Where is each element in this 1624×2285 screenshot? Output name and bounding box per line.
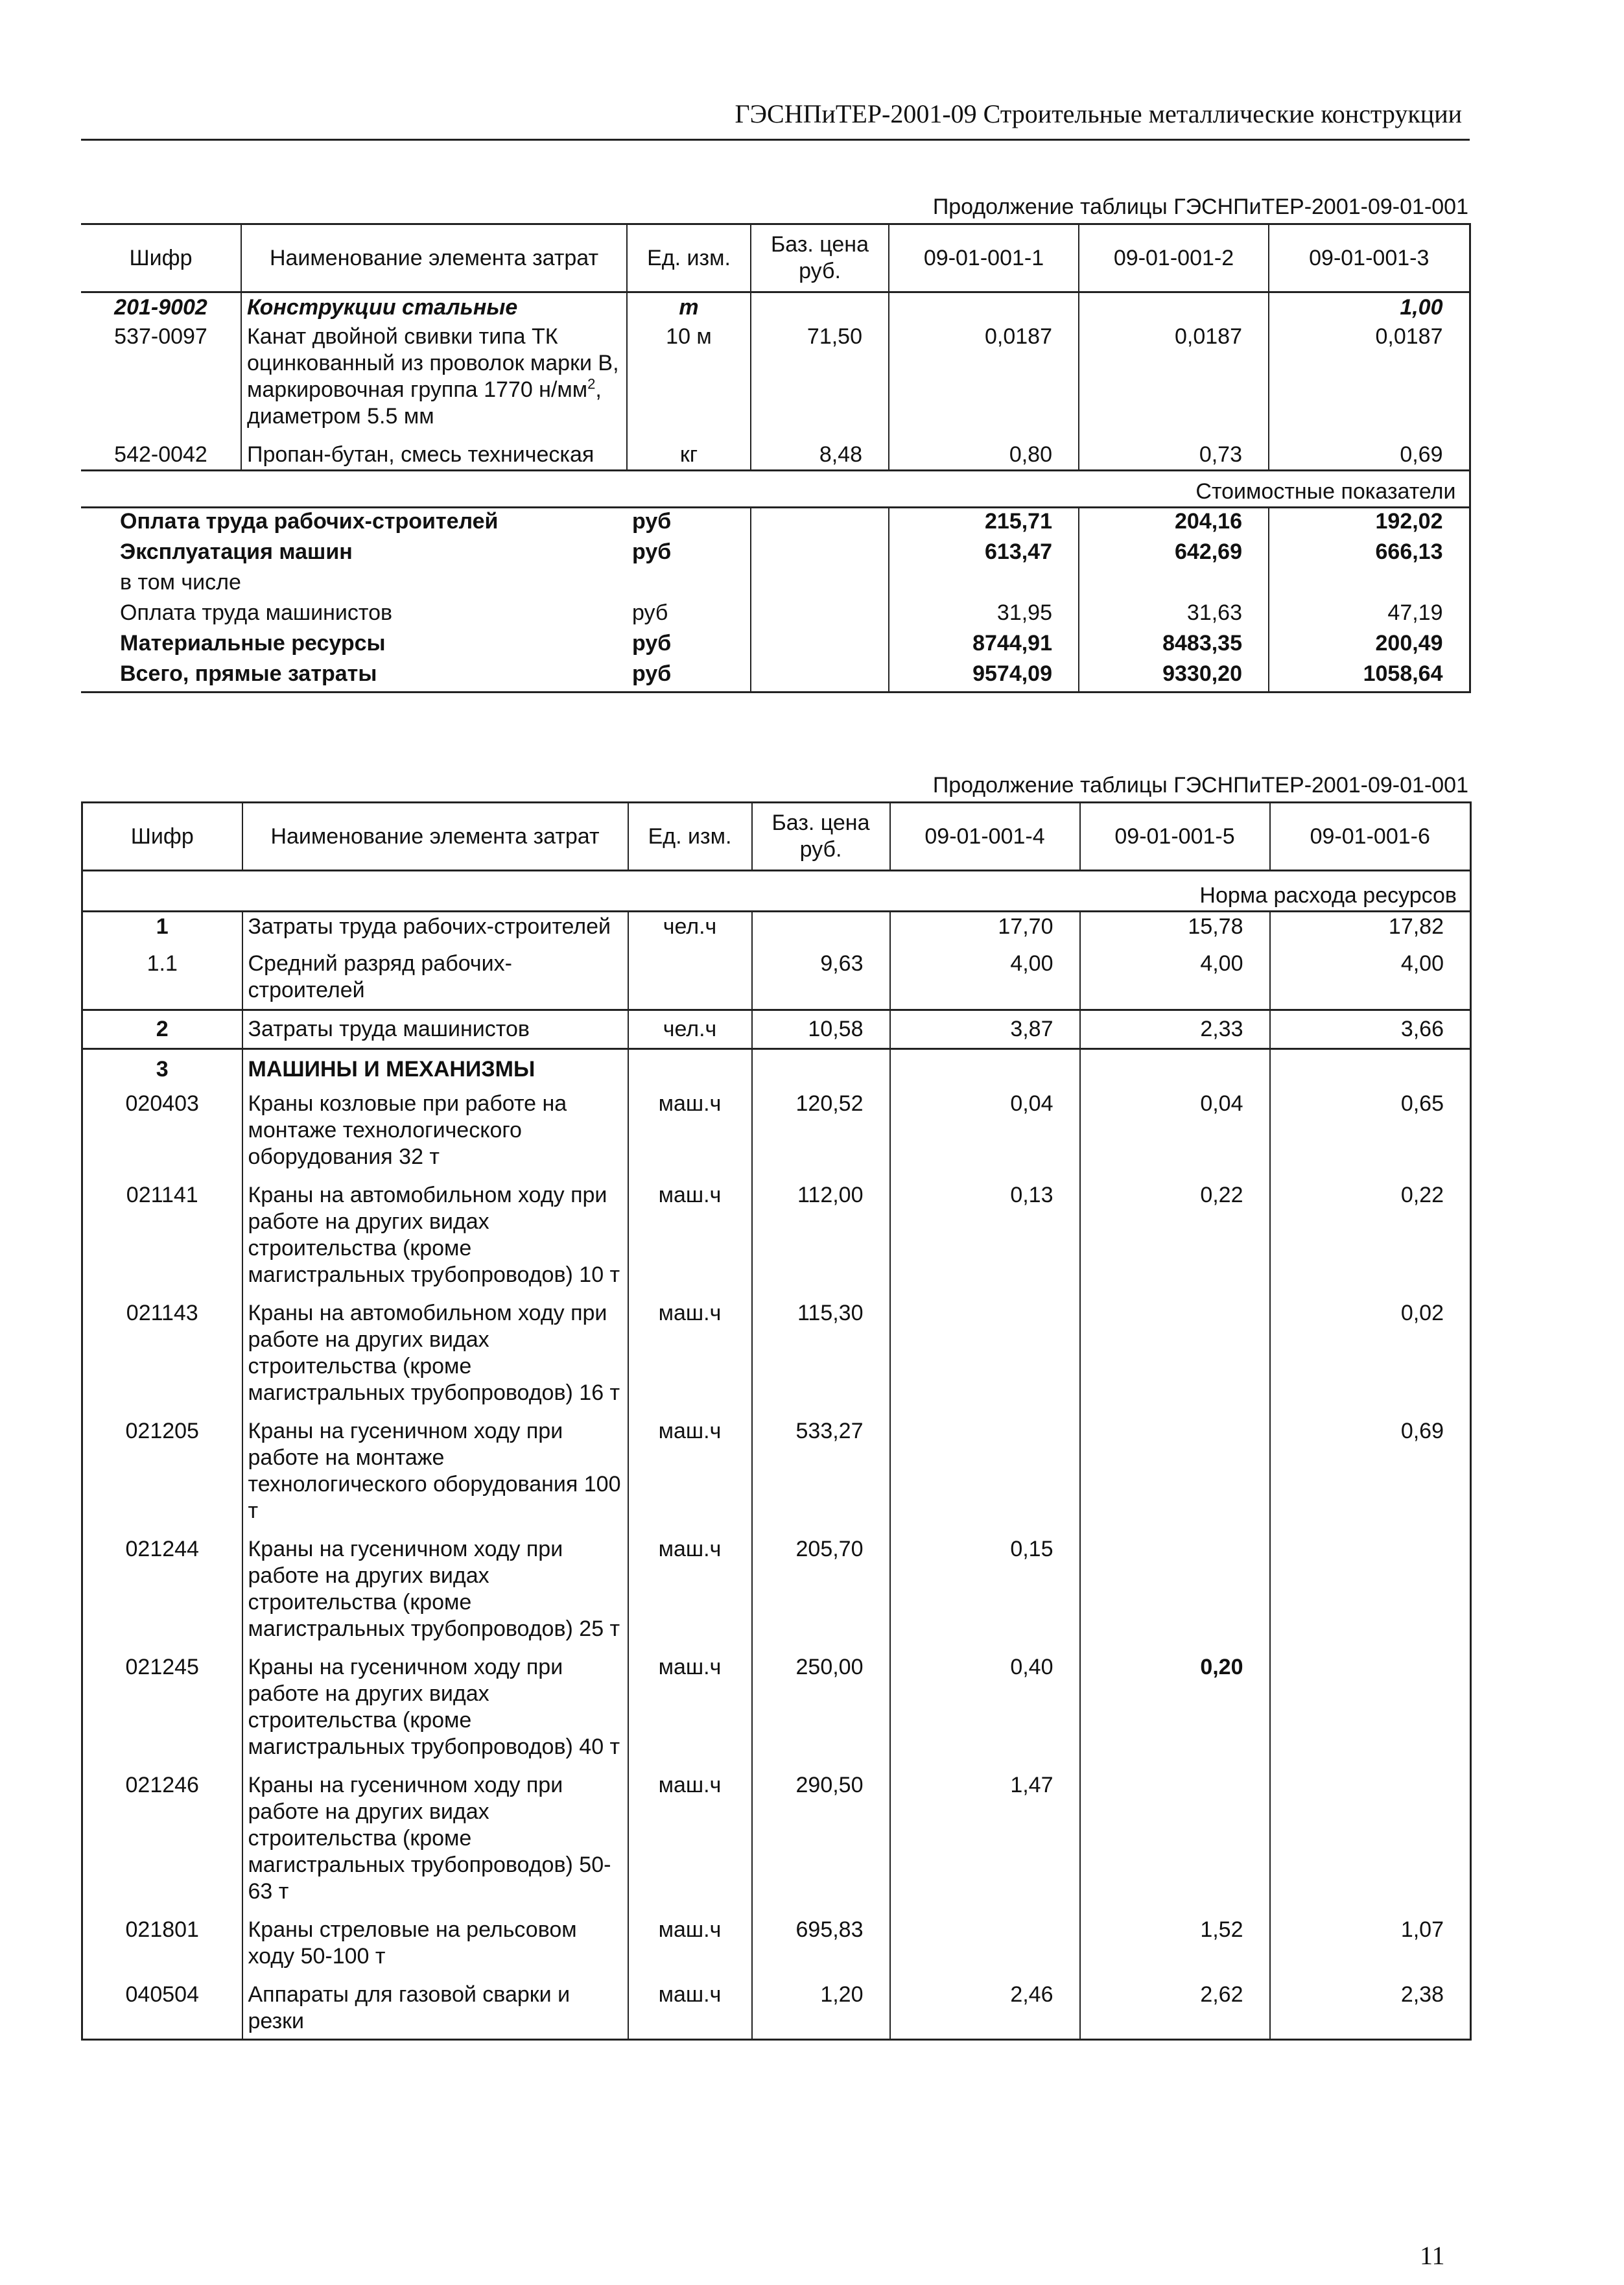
cost-price [751, 508, 889, 539]
cost-v3: 192,02 [1269, 508, 1470, 539]
row-v2: 0,20 [1080, 1644, 1270, 1762]
row-unit: маш.ч [628, 1762, 752, 1906]
table-row [82, 1408, 1471, 1526]
row-code: 021143 [82, 1290, 242, 1408]
row-v2: 4,00 [1080, 941, 1270, 1010]
cost-v3: 1058,64 [1269, 661, 1470, 693]
row-unit: маш.ч [628, 1084, 752, 1172]
header-col1: 09-01-001-4 [890, 803, 1080, 871]
cost-label: Материальные ресурсы [120, 631, 386, 656]
row-v2: 0,22 [1080, 1172, 1270, 1290]
page-number: 11 [1420, 2241, 1445, 2270]
row-price: 533,27 [752, 1408, 890, 1526]
row-name: Аппараты для газовой сварки и резки [242, 1971, 628, 2040]
row-price: 250,00 [752, 1644, 890, 1762]
row-code: 040504 [82, 1971, 242, 2040]
cost-v1: 613,47 [889, 539, 1079, 569]
norm-title: Норма расхода ресурсов [82, 871, 1471, 912]
row-v1: 17,70 [890, 912, 1080, 942]
row-name: Краны на гусеничном ходу при работе на монтаже технологического оборудования 100 т [242, 1408, 628, 1526]
row-code: 1 [82, 912, 242, 942]
table-row [82, 1084, 1471, 1172]
row-code: 021246 [82, 1762, 242, 1906]
row-code: 1.1 [82, 941, 242, 1010]
row-name: Краны козловые при работе на монтаже технологического оборудования 32 т [242, 1084, 628, 1172]
row-unit: маш.ч [628, 1971, 752, 2040]
row-code: 2 [82, 1010, 242, 1049]
row-unit: чел.ч [628, 912, 752, 942]
cost-unit: руб [627, 508, 751, 539]
cost-v2: 8483,35 [1079, 630, 1269, 661]
row-v1: 0,15 [890, 1526, 1080, 1644]
row-v2: 2,62 [1080, 1971, 1270, 2040]
cost-title-row [81, 471, 1470, 508]
cost-price [751, 630, 889, 661]
row-price: 1,20 [752, 1971, 890, 2040]
row-v1 [890, 1290, 1080, 1408]
row-v1 [889, 292, 1079, 323]
table-row [82, 1172, 1471, 1290]
cost-price [751, 661, 889, 693]
header-code: Шифр [81, 224, 241, 292]
row-price: 115,30 [752, 1290, 890, 1408]
row-name: Пропан-бутан, смесь техническая [241, 431, 627, 471]
header-col1: 09-01-001-1 [889, 224, 1079, 292]
row-code: 021205 [82, 1408, 242, 1526]
cost-v2: 31,63 [1079, 600, 1269, 630]
row-v3: 0,0187 [1269, 322, 1470, 431]
row-unit [628, 1049, 752, 1085]
table2-header-row [82, 803, 1471, 871]
row-v2: 15,78 [1080, 912, 1270, 942]
norm-title-row [82, 871, 1471, 912]
table1-caption: Продолжение таблицы ГЭСНПиТЕР-2001-09-01-001 [932, 195, 1468, 219]
row-v2 [1079, 292, 1269, 323]
row-price: 695,83 [752, 1906, 890, 1971]
row-v1: 1,47 [890, 1762, 1080, 1906]
cost-unit: руб [627, 539, 751, 569]
table1-header-row [81, 224, 1470, 292]
table2 [81, 801, 1472, 2041]
cost-v2: 9330,20 [1079, 661, 1269, 693]
row-price: 8,48 [751, 431, 889, 471]
row-v3: 0,69 [1269, 431, 1470, 471]
row-price: 10,58 [752, 1010, 890, 1049]
cost-row [81, 539, 1470, 569]
table1 [81, 223, 1471, 693]
row-v3 [1270, 1762, 1471, 1906]
header-col3: 09-01-001-6 [1270, 803, 1471, 871]
row-name: Затраты труда машинистов [242, 1010, 628, 1049]
row-code: 201-9002 [81, 292, 241, 323]
row-v3 [1270, 1526, 1471, 1644]
table-row [81, 431, 1470, 471]
row-v1 [890, 1906, 1080, 1971]
cost-v1: 9574,09 [889, 661, 1079, 693]
cost-row [81, 630, 1470, 661]
header-price: Баз. цена руб. [752, 803, 890, 871]
row-v1: 0,13 [890, 1172, 1080, 1290]
row-price: 112,00 [752, 1172, 890, 1290]
row-v2 [1080, 1526, 1270, 1644]
row-name-sup: 2 [587, 375, 596, 392]
row-price: 120,52 [752, 1084, 890, 1172]
row-v1: 2,46 [890, 1971, 1080, 2040]
cost-v3: 666,13 [1269, 539, 1470, 569]
row-name: Краны на гусеничном ходу при работе на других видах строительства (кроме магистральных трубопроводов) 25 т [242, 1526, 628, 1644]
header-col3: 09-01-001-3 [1269, 224, 1470, 292]
row-code: 021244 [82, 1526, 242, 1644]
header-unit: Ед. изм. [628, 803, 752, 871]
cost-v1 [889, 569, 1079, 600]
row-v3: 4,00 [1270, 941, 1471, 1010]
row-price [752, 1049, 890, 1085]
cost-v2: 642,69 [1079, 539, 1269, 569]
cost-row [81, 508, 1470, 539]
row-v3 [1270, 1049, 1471, 1085]
row-code: 542-0042 [81, 431, 241, 471]
row-unit: маш.ч [628, 1172, 752, 1290]
header-col2: 09-01-001-2 [1079, 224, 1269, 292]
cost-v3 [1269, 569, 1470, 600]
running-head [81, 96, 1470, 141]
table-row [82, 912, 1471, 942]
row-name: Краны на гусеничном ходу при работе на других видах строительства (кроме магистральных трубопроводов) 40 т [242, 1644, 628, 1762]
cost-unit: руб [627, 630, 751, 661]
row-v3: 1,00 [1269, 292, 1470, 323]
row-price [752, 912, 890, 942]
row-v1: 3,87 [890, 1010, 1080, 1049]
header-price: Баз. цена руб. [751, 224, 889, 292]
row-unit: чел.ч [628, 1010, 752, 1049]
row-price: 290,50 [752, 1762, 890, 1906]
cost-row [81, 661, 1470, 693]
row-v1: 0,04 [890, 1084, 1080, 1172]
row-unit: т [627, 292, 751, 323]
row-name: Краны на гусеничном ходу при работе на других видах строительства (кроме магистральных трубопроводов) 50-63 т [242, 1762, 628, 1906]
table-row [81, 292, 1470, 323]
row-v2 [1080, 1408, 1270, 1526]
running-head-text: ГЭСНПиТЕР-2001-09 Строительные металлические конструкции [735, 99, 1462, 128]
cost-row [81, 600, 1470, 630]
row-name: Затраты труда рабочих-строителей [242, 912, 628, 942]
cost-price [751, 600, 889, 630]
row-unit [628, 941, 752, 1010]
cost-label: Эксплуатация машин [120, 539, 353, 564]
row-name-text: Канат двойной свивки типа ТК оцинкованный из проволок марки В, маркировочная группа 1770 н/мм [247, 324, 619, 402]
cost-v2: 204,16 [1079, 508, 1269, 539]
row-code: 537-0097 [81, 322, 241, 431]
row-code: 021141 [82, 1172, 242, 1290]
row-v3: 0,65 [1270, 1084, 1471, 1172]
table-row [82, 1762, 1471, 1906]
row-name: Средний разряд рабочих-строителей [242, 941, 628, 1010]
cost-v1: 31,95 [889, 600, 1079, 630]
row-price: 205,70 [752, 1526, 890, 1644]
row-v2: 0,04 [1080, 1084, 1270, 1172]
row-name [241, 322, 627, 431]
row-name: МАШИНЫ И МЕХАНИЗМЫ [242, 1049, 628, 1085]
row-v2: 1,52 [1080, 1906, 1270, 1971]
row-code: 3 [82, 1049, 242, 1085]
cost-v1: 8744,91 [889, 630, 1079, 661]
row-v3: 2,38 [1270, 1971, 1471, 2040]
cost-unit [627, 569, 751, 600]
cost-label: в том числе [120, 570, 241, 595]
row-v1: 4,00 [890, 941, 1080, 1010]
row-price: 9,63 [752, 941, 890, 1010]
cost-price [751, 539, 889, 569]
row-v2 [1080, 1049, 1270, 1085]
row-code: 020403 [82, 1084, 242, 1172]
cost-label: Всего, прямые затраты [120, 661, 377, 686]
row-v3: 17,82 [1270, 912, 1471, 942]
row-v2 [1080, 1762, 1270, 1906]
table-row [82, 1290, 1471, 1408]
row-unit: 10 м [627, 322, 751, 431]
row-price [751, 292, 889, 323]
row-v2: 0,73 [1079, 431, 1269, 471]
cost-label: Оплата труда машинистов [120, 600, 393, 625]
header-name: Наименование элемента затрат [241, 224, 627, 292]
table2-caption: Продолжение таблицы ГЭСНПиТЕР-2001-09-01-001 [932, 773, 1468, 798]
row-v1: 0,0187 [889, 322, 1079, 431]
row-name: Краны на автомобильном ходу при работе на других видах строительства (кроме магистральных трубопроводов) 10 т [242, 1172, 628, 1290]
cost-v3: 47,19 [1269, 600, 1470, 630]
table-row [82, 1010, 1471, 1049]
table-row [82, 1049, 1471, 1085]
header-unit: Ед. изм. [627, 224, 751, 292]
header-col2: 09-01-001-5 [1080, 803, 1270, 871]
row-unit: кг [627, 431, 751, 471]
row-v1 [890, 1408, 1080, 1526]
row-v1 [890, 1049, 1080, 1085]
cost-v1: 215,71 [889, 508, 1079, 539]
row-v3: 0,69 [1270, 1408, 1471, 1526]
cost-label: Оплата труда рабочих-строителей [120, 509, 499, 534]
row-price: 71,50 [751, 322, 889, 431]
table-row [82, 1906, 1471, 1971]
table-row [81, 322, 1470, 431]
cost-row [81, 569, 1470, 600]
table-row [82, 1526, 1471, 1644]
row-v3: 1,07 [1270, 1906, 1471, 1971]
row-v2 [1080, 1290, 1270, 1408]
cost-v3: 200,49 [1269, 630, 1470, 661]
row-unit: маш.ч [628, 1408, 752, 1526]
row-code: 021801 [82, 1906, 242, 1971]
header-name: Наименование элемента затрат [242, 803, 628, 871]
row-v2: 2,33 [1080, 1010, 1270, 1049]
row-v3: 0,22 [1270, 1172, 1471, 1290]
cost-price [751, 569, 889, 600]
cost-title: Стоимостные показатели [81, 471, 1470, 508]
table-row [82, 941, 1471, 1010]
cost-unit: руб [627, 600, 751, 630]
cost-unit: руб [627, 661, 751, 693]
row-v3: 3,66 [1270, 1010, 1471, 1049]
row-unit: маш.ч [628, 1290, 752, 1408]
row-name: Краны стреловые на рельсовом ходу 50-100 т [242, 1906, 628, 1971]
row-unit: маш.ч [628, 1644, 752, 1762]
table-row [82, 1971, 1471, 2040]
row-v2: 0,0187 [1079, 322, 1269, 431]
row-unit: маш.ч [628, 1906, 752, 1971]
row-code: 021245 [82, 1644, 242, 1762]
row-v3: 0,02 [1270, 1290, 1471, 1408]
row-v1: 0,80 [889, 431, 1079, 471]
row-name: Конструкции стальные [241, 292, 627, 323]
row-v3 [1270, 1644, 1471, 1762]
table-row [82, 1644, 1471, 1762]
row-name: Краны на автомобильном ходу при работе на других видах строительства (кроме магистральных трубопроводов) 16 т [242, 1290, 628, 1408]
row-unit: маш.ч [628, 1526, 752, 1644]
header-code: Шифр [82, 803, 242, 871]
row-v1: 0,40 [890, 1644, 1080, 1762]
row-name-tail: , диаметром 5.5 мм [247, 377, 602, 429]
cost-v2 [1079, 569, 1269, 600]
